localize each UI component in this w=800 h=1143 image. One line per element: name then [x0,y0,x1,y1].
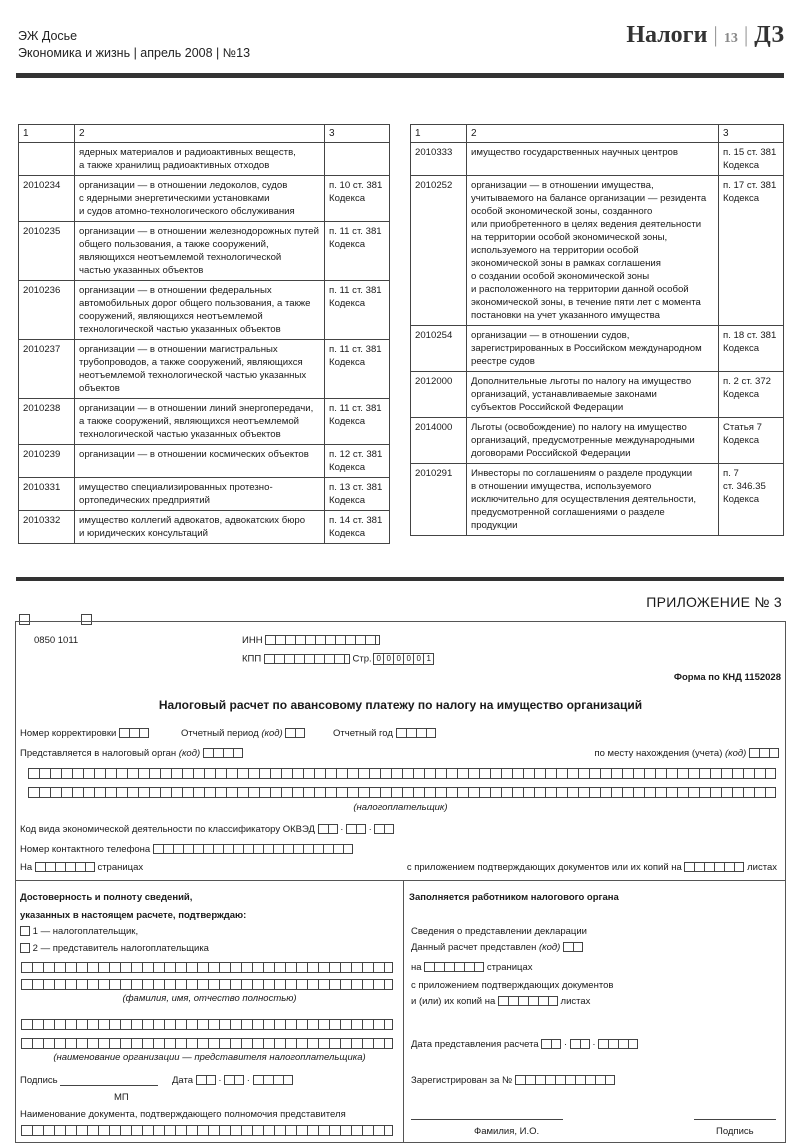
okved-input-2[interactable] [346,824,366,834]
barcode-number: 0850 1011 [34,635,79,646]
sign-month-input[interactable] [224,1075,244,1085]
cell-text: имущество государственных научных центров [467,143,719,176]
section-tag: ДЗ [754,22,784,48]
journal-title: ЭЖ Досье [18,29,78,43]
page-digit-cell: 0 [373,653,384,665]
cell-text: организации — в отношении судов, зарегистрированных в Российском международном реестре судов [467,326,719,372]
cell-code: 2014000 [411,418,467,464]
cell-text: организации — в отношении ледоколов, судов с ядерными энергетическими установками и судов атомно-технологического обслуживания [75,176,325,222]
cell-ref: п. 11 ст. 381 Кодекса [325,340,390,399]
submission-year-input[interactable] [598,1039,638,1049]
location-input[interactable] [749,748,779,758]
presented-code-input[interactable] [563,942,583,952]
authority-doc-row[interactable] [21,1125,393,1136]
cell-ref: п. 11 ст. 381 Кодекса [325,281,390,340]
phone-input[interactable] [153,844,353,854]
taxpayer-name-row-2[interactable] [28,787,776,798]
page-number: 13 [723,31,738,46]
column-header: 2 [467,125,719,143]
cell-ref: п. 17 ст. 381 Кодекса [719,176,784,326]
period-input[interactable] [285,728,305,738]
cell-ref: п. 14 ст. 381 Кодекса [325,511,390,544]
cell-code: 2010291 [411,464,467,536]
cell-code: 2010239 [19,445,75,478]
cell-ref: п. 7 ст. 346.35 Кодекса [719,464,784,536]
tax-organ-input[interactable] [203,748,243,758]
authority-doc-label: Наименование документа, подтверждающего полномочия представителя [20,1109,346,1120]
table-row [411,372,784,418]
declaration-info-label: Сведения о представлении декларации [411,926,587,937]
page-digit-cell: 1 [423,653,434,665]
officer-attach-line-1: с приложением подтверждающих документов [411,980,614,991]
cell-code [19,143,75,176]
cell-text: организации — в отношении линий энергопередачи, а также сооружений, являющихся неотъемлемой технологической частью указанных объектов [75,399,325,445]
table-row [411,176,784,326]
cell-code: 2010254 [411,326,467,372]
table-row [19,222,390,281]
issue-info: Экономика и жизнь | апрель 2008 | №13 [18,46,251,60]
signature-line[interactable] [60,1085,158,1086]
cell-code: 2010331 [19,478,75,511]
sheets-input[interactable] [684,862,744,872]
location-code: по месту нахождения (учета) (код) [594,748,779,759]
pages-field: На страницах [20,862,144,873]
cell-code: 2010235 [19,222,75,281]
cell-code: 2010333 [411,143,467,176]
column-header: 3 [325,125,390,143]
page-digit-cell: 0 [403,653,414,665]
page-digit-cell: 0 [383,653,394,665]
cell-code: 2010238 [19,399,75,445]
fio-caption: (фамилия, имя, отчество полностью) [122,993,297,1004]
cell-text: имущество коллегий адвокатов, адвокатских бюро и юридических консультаций [75,511,325,544]
page-number-cells [374,654,434,665]
cell-ref: Статья 7 Кодекса [719,418,784,464]
cell-ref: п. 11 ст. 381 Кодекса [325,222,390,281]
section-name: Налоги [626,22,708,48]
cell-ref: п. 2 ст. 372 Кодекса [719,372,784,418]
inn-input[interactable] [265,635,380,645]
tax-officer-heading: Заполняется работником налогового органа [409,892,619,903]
presented-field: Данный расчет представлен (код) [411,942,583,953]
cell-text: имущество специализированных протезно- ортопедических предприятий [75,478,325,511]
officer-fio-label: Фамилия, И.О. [474,1126,540,1137]
cell-ref: п. 10 ст. 381 Кодекса [325,176,390,222]
taxpayer-caption: (налогоплательщик) [353,802,448,813]
kpp-input[interactable] [264,654,350,664]
attachments-field: с приложением подтверждающих документов или их копий на листах [406,862,777,873]
year-input[interactable] [396,728,436,738]
sign-day-input[interactable] [196,1075,216,1085]
correction-input[interactable] [119,728,149,738]
org-row-1[interactable] [21,1019,393,1030]
column-header: 3 [719,125,784,143]
table-row [19,143,390,176]
table-row [19,478,390,511]
cell-ref: п. 15 ст. 381 Кодекса [719,143,784,176]
submission-date-field: Дата представления расчета · · [411,1039,638,1050]
cell-ref: п. 13 ст. 381 Кодекса [325,478,390,511]
cell-ref: п. 11 ст. 381 Кодекса [325,399,390,445]
officer-sign-line [694,1119,776,1120]
tax-form [15,621,786,1143]
signer-option-2: 2 — представитель налогоплательщика [20,943,209,954]
table-row [411,326,784,372]
table-header-row [411,125,784,143]
tax-organ: Представляется в налоговый орган (код) [20,748,243,759]
page-digit-cell: 0 [413,653,424,665]
cell-text: организации — в отношении магистральных трубопроводов, а также сооружений, являющихся неотъемлемой технологической частью указанных объектов [75,340,325,399]
sign-date-field: Дата · · [172,1075,293,1086]
kpp-field: КПП Стр. 0 0 0 0 0 1 [242,653,434,665]
table-row [19,445,390,478]
cell-code: 2010236 [19,281,75,340]
cell-text: Инвесторы по соглашениям о разделе продукции в отношении имущества, используемого исключительно для осуществления деятельности, предусмотренной соглашениями о разделе продукции [467,464,719,536]
cell-ref: п. 18 ст. 381 Кодекса [719,326,784,372]
appendix-title: ПРИЛОЖЕНИЕ № 3 [646,594,782,610]
column-divider [403,880,404,1142]
middle-divider [16,577,784,581]
signature-field: Подпись [20,1075,158,1086]
cell-code: 2010252 [411,176,467,326]
left-code-table [18,124,390,544]
knd-form-code: Форма по КНД 1152028 [673,672,781,683]
cell-code: 2010234 [19,176,75,222]
cell-text: организации — в отношении федеральных автомобильных дорог общего пользования, а также сооружений, являющихся неотъемлемой технологической частью указанных объектов [75,281,325,340]
table-row [411,143,784,176]
signer-option-1: 1 — налогоплательщик, [20,926,138,937]
right-code-table [410,124,784,536]
cell-ref [325,143,390,176]
table-row [19,340,390,399]
taxpayer-name-row-1[interactable] [28,768,776,779]
submission-month-input[interactable] [570,1039,590,1049]
column-header: 2 [75,125,325,143]
sign-year-input[interactable] [253,1075,293,1085]
org-caption: (наименование организации — представителя налогоплательщика) [53,1052,366,1063]
top-divider [16,73,784,78]
table-row [19,399,390,445]
okved-input-3[interactable] [374,824,394,834]
reporting-period: Отчетный период (код) [181,728,305,739]
table-row [411,464,784,536]
table-row [19,281,390,340]
cell-text: ядерных материалов и радиоактивных веществ, а также хранилищ радиоактивных отходов [75,143,325,176]
table-row [19,511,390,544]
pages-input[interactable] [35,862,95,872]
officer-sign-label: Подпись [716,1126,754,1137]
page-digit-cell: 0 [393,653,404,665]
table-row [19,176,390,222]
form-title: Налоговый расчет по авансовому платежу по налогу на имущество организаций [158,698,643,712]
cell-text: организации — в отношении имущества, учитываемого на балансе организации — резидента особой экономической зоны, созданного или приобретенного в целях ведения деятельности на территории особой экономической зоны, используемого на территории особой экономической зоны в рамках соглашения о создании особой экономической зоны и расположенного на территории данной особой экономической зоны, в течение пяти лет с момента постановки на учет указанного имущества [467,176,719,326]
officer-pages-input[interactable] [424,962,484,972]
table-header-row [19,125,390,143]
inn-field: ИНН [242,635,380,646]
cell-text: организации — в отношении железнодорожных путей общего пользования, а также сооружений, являющихся неотъемлемой технологической частью указанных объектов [75,222,325,281]
fio-row-1[interactable] [21,962,393,973]
correction-number: Номер корректировки [20,728,149,739]
reporting-year: Отчетный год [333,728,436,739]
registration-field: Зарегистрирован за № [411,1075,615,1086]
okved-input-1[interactable] [318,824,338,834]
officer-sheets-input[interactable] [498,996,558,1006]
signer-checkbox-2[interactable] [20,943,30,953]
stamp-place: МП [114,1092,129,1103]
section-divider [16,880,785,881]
table-row [411,418,784,464]
cell-text: Дополнительные льготы по налогу на имущество организаций, устанавливаемые законами субъектов Российской Федерации [467,372,719,418]
org-row-2[interactable] [21,1038,393,1049]
fio-row-2[interactable] [21,979,393,990]
officer-pages-field: на страницах [411,962,533,973]
cell-text: организации — в отношении космических объектов [75,445,325,478]
cell-code: 2010237 [19,340,75,399]
cell-ref: п. 12 ст. 381 Кодекса [325,445,390,478]
officer-attach-line-2: и (или) их копий на листах [411,996,591,1007]
column-header: 1 [19,125,75,143]
submission-day-input[interactable] [541,1039,561,1049]
cell-code: 2012000 [411,372,467,418]
column-header: 1 [411,125,467,143]
registration-number-input[interactable] [515,1075,615,1085]
signer-checkbox-1[interactable] [20,926,30,936]
officer-fio-line [411,1119,563,1120]
confirm-heading-1: Достоверность и полноту сведений, [20,892,193,903]
cell-text: Льготы (освобождение) по налогу на имущество организаций, предусмотренные международными договорами Российской Федерации [467,418,719,464]
okved-field: Код вида экономической деятельности по классификатору ОКВЭД · · [20,824,394,835]
confirm-heading-2: указанных в настоящем расчете, подтверждаю: [20,910,247,921]
section-header: Налоги | 13 | ДЗ [626,22,784,48]
phone-field: Номер контактного телефона [20,844,353,855]
cell-code: 2010332 [19,511,75,544]
